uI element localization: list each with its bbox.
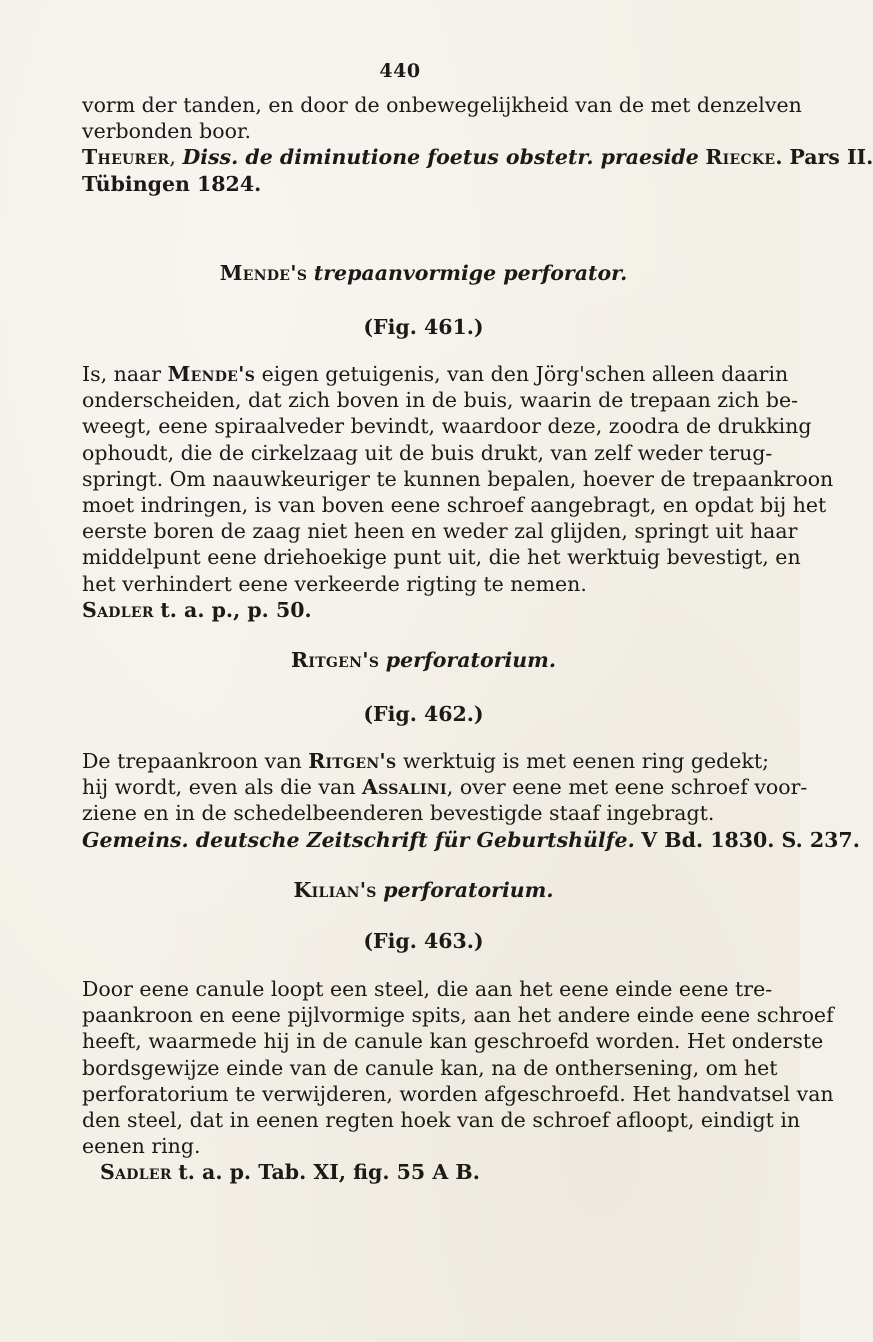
reference-line [82, 597, 765, 623]
reference-line: Theurer, Diss. de diminutione foetus obstetr. praeside Riecke. Pars II. [82, 145, 873, 170]
person-name: Ritgen's [308, 749, 397, 773]
figure-label-463: (Fig. 463.) [363, 929, 484, 953]
heading-name: Kilian's [293, 878, 377, 902]
reference-name: Riecke. [705, 145, 783, 170]
section-heading-ritgen [82, 647, 765, 673]
reference-tail: Pars II. [789, 145, 873, 170]
text-line: Door eene canule loopt een steel, die aan het eene einde eene tre- [82, 977, 773, 1001]
figure-label-461: (Fig. 461.) [363, 315, 484, 339]
reference-line [82, 827, 860, 853]
mende-paragraph [82, 361, 834, 623]
heading-title: trepaanvormige perforator. [313, 261, 628, 285]
text-line: den steel, dat in eenen regten hoek van de schroef afloopt, eindigt in [82, 1107, 801, 1132]
text-line: het verhindert eene verkeerde rigting te nemen. [82, 571, 587, 596]
heading-name: Mende's [219, 261, 308, 285]
text-line: paankroon en eene pijlvormige spits, aan het andere einde eene schroef [82, 1003, 834, 1028]
reference-author: Sadler [100, 1160, 172, 1185]
reference-details: t. a. p. Tab. XI, fig. 55 A B. [178, 1160, 480, 1185]
text-line: perforatorium te verwijderen, worden afgeschroefd. Het handvatsel van [82, 1081, 834, 1106]
text-line: ziene en in de schedelbeenderen bevestigde staaf ingebragt. [82, 801, 715, 826]
heading-title: perforatorium. [385, 648, 556, 672]
person-name: Assalini [361, 775, 447, 800]
reference-details: V Bd. 1830. S. 237. [641, 827, 860, 852]
text-line: vorm der tanden, en door de onbewegelijkheid van de met denzelven [82, 93, 802, 117]
text-line: onderscheiden, dat zich boven in de buis, waarin de trepaan zich be- [82, 388, 799, 413]
reference-line [82, 1159, 765, 1185]
reference-place-year: Tübingen 1824. [82, 171, 262, 196]
text-line: Is, naar Mende's eigen getuigenis, van den Jörg'schen alleen daarin [82, 362, 789, 386]
reference-journal: Gemeins. deutsche Zeitschrift für Geburtshülfe. [82, 827, 635, 852]
section-heading-mende [82, 260, 765, 286]
text-line: moet indringen, is van boven eene schroef aangebragt, en opdat bij het [82, 492, 827, 517]
page-number: 440 [379, 60, 421, 82]
text-line: hij wordt, even als die van Assalini, over eene met eene schroef voor- [82, 775, 808, 800]
intro-paragraph [82, 92, 873, 197]
text-line: eenen ring. [82, 1134, 201, 1159]
text-line: verbonden boor. [82, 119, 252, 144]
reference-title: Diss. de diminutione foetus obstetr. praeside [182, 145, 699, 170]
reference-author: Theurer [82, 145, 170, 170]
ritgen-paragraph [82, 748, 860, 853]
text-line: eerste boren de zaag niet heen en weder zal glijden, springt uit haar [82, 519, 798, 544]
heading-name: Ritgen's [291, 648, 380, 672]
text-line: De trepaankroon van Ritgen's werktuig is met eenen ring gedekt; [82, 749, 769, 773]
text-line: bordsgewijze einde van de canule kan, na de onthersening, om het [82, 1055, 778, 1080]
text-line: ophoudt, die de cirkelzaag uit de buis drukt, van zelf weder terug- [82, 440, 773, 465]
heading-title: perforatorium. [383, 878, 554, 902]
kilian-paragraph [82, 976, 834, 1186]
figure-label-462: (Fig. 462.) [363, 702, 484, 726]
text-line: middelpunt eene driehoekige punt uit, die het werktuig bevestigt, en [82, 545, 801, 570]
person-name: Mende's [167, 362, 256, 386]
text-line: heeft, waarmede hij in de canule kan geschroefd worden. Het onderste [82, 1029, 824, 1054]
text-line: weegt, eene spiraalveder bevindt, waardoor deze, zoodra de drukking [82, 414, 812, 439]
section-heading-kilian [82, 877, 765, 903]
reference-details: t. a. p., p. 50. [160, 597, 312, 622]
reference-author: Sadler [82, 597, 154, 622]
text-line: springt. Om naauwkeuriger te kunnen bepalen, hoever de trepaankroon [82, 466, 834, 491]
